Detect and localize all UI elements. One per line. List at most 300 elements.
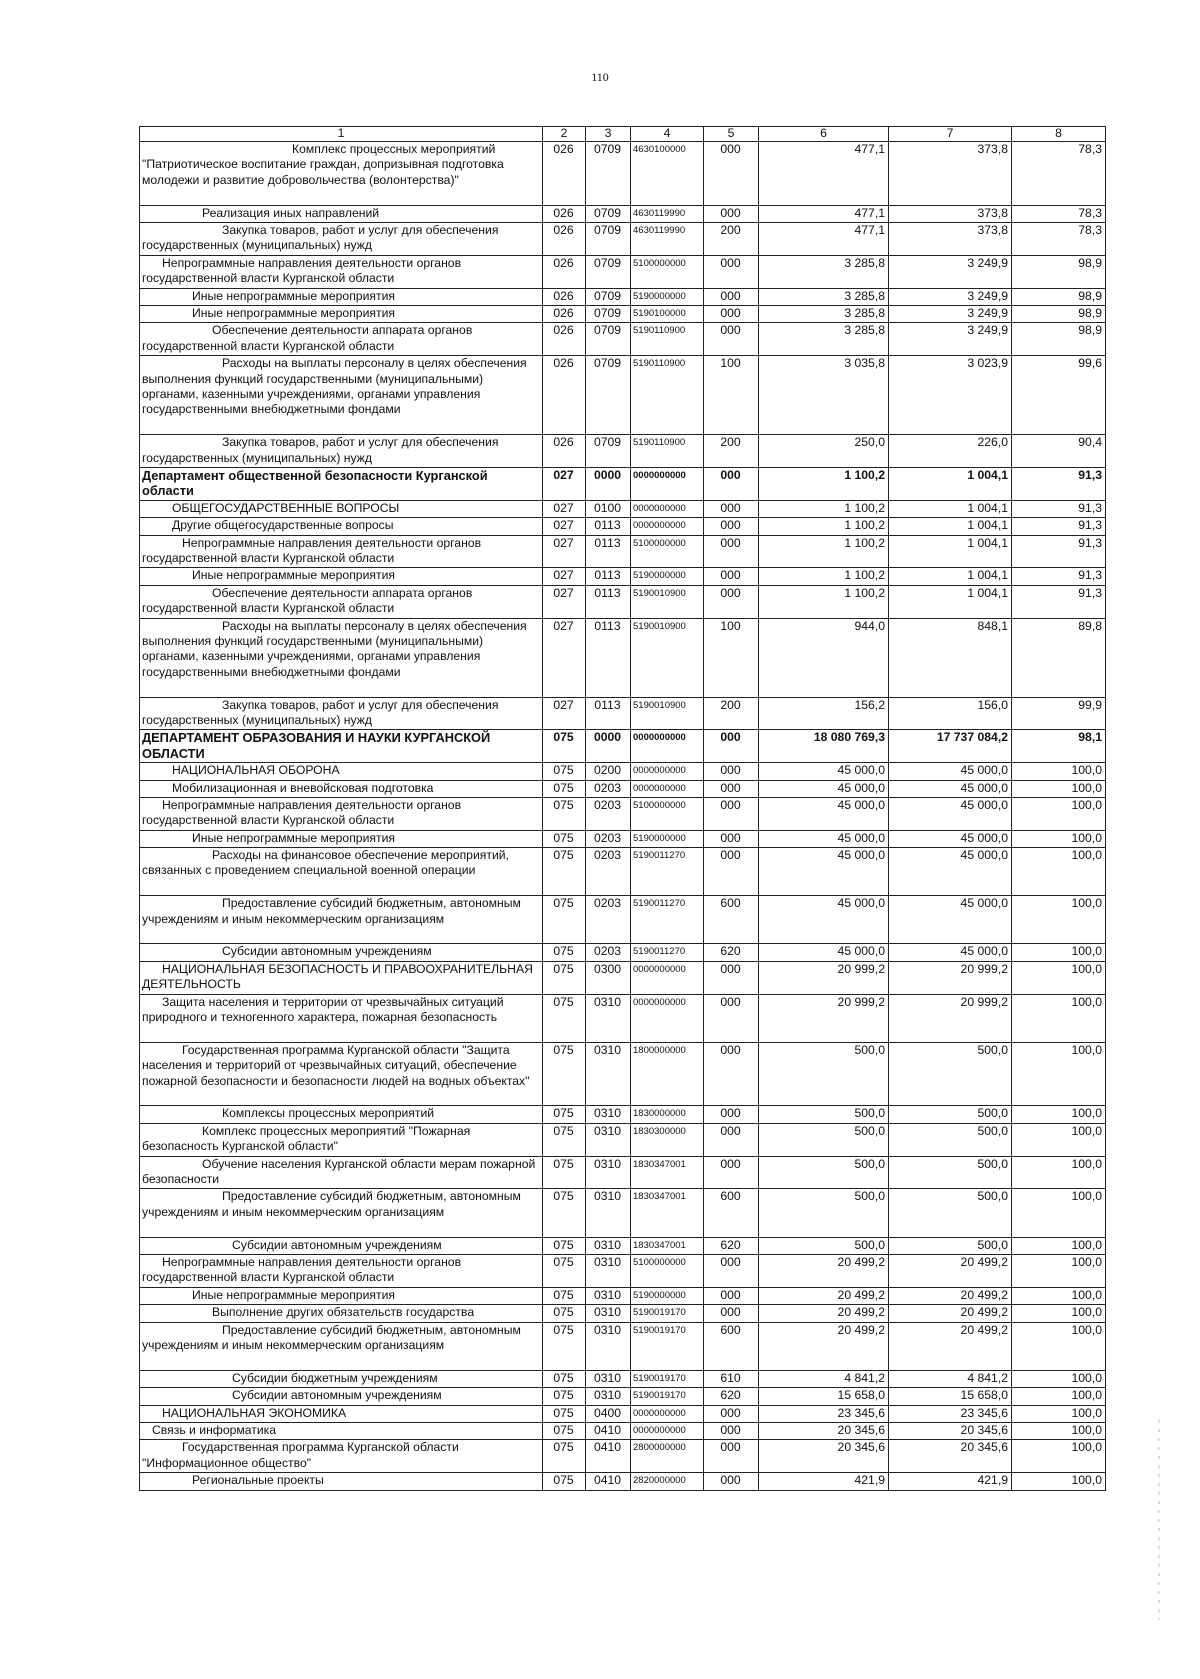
cell-executed: 1 004,1 (889, 585, 1012, 618)
cell-target-article: 5190010900 (631, 618, 704, 697)
row-label: Обучение населения Курганской области мерам пожарной безопасности (142, 1156, 536, 1187)
cell-executed: 20 499,2 (889, 1305, 1012, 1322)
table-row (140, 848, 1106, 896)
cell-planned: 1 100,2 (759, 500, 889, 517)
row-name (140, 618, 543, 697)
table-row (140, 1106, 1106, 1123)
row-name (140, 222, 543, 255)
cell-percent: 100,0 (1012, 1405, 1106, 1422)
cell-code-ministry: 075 (543, 1370, 586, 1387)
cell-planned: 45 000,0 (759, 797, 889, 830)
cell-target-article: 1830347001 (631, 1156, 704, 1189)
cell-section: 0113 (586, 697, 631, 730)
cell-planned: 1 100,2 (759, 518, 889, 535)
cell-executed: 3 249,9 (889, 323, 1012, 356)
row-label: Закупка товаров, работ и услуг для обеспечения государственных (муниципальных) нужд (142, 222, 499, 253)
cell-executed: 45 000,0 (889, 830, 1012, 847)
cell-target-article: 5190011270 (631, 896, 704, 944)
cell-code-ministry: 075 (543, 1305, 586, 1322)
cell-percent: 100,0 (1012, 896, 1106, 944)
cell-section: 0410 (586, 1473, 631, 1490)
cell-expense-type: 620 (704, 1388, 759, 1405)
cell-section: 0310 (586, 1237, 631, 1254)
row-name (140, 518, 543, 535)
cell-code-ministry: 075 (543, 848, 586, 896)
cell-executed: 421,9 (889, 1473, 1012, 1490)
row-label: Иные непрограммные мероприятия (192, 1287, 395, 1302)
cell-planned: 4 841,2 (759, 1370, 889, 1387)
cell-executed: 500,0 (889, 1123, 1012, 1156)
cell-section: 0310 (586, 1322, 631, 1370)
cell-expense-type: 000 (704, 1106, 759, 1123)
cell-target-article: 5190110900 (631, 356, 704, 435)
cell-code-ministry: 075 (543, 1042, 586, 1106)
cell-planned: 18 080 769,3 (759, 730, 889, 763)
cell-section: 0400 (586, 1405, 631, 1422)
cell-percent: 100,0 (1012, 763, 1106, 780)
cell-section: 0000 (586, 730, 631, 763)
cell-planned: 156,2 (759, 697, 889, 730)
cell-expense-type: 000 (704, 1440, 759, 1473)
cell-code-ministry: 027 (543, 467, 586, 500)
cell-section: 0203 (586, 848, 631, 896)
cell-section: 0200 (586, 763, 631, 780)
cell-target-article: 0000000000 (631, 961, 704, 994)
cell-target-article: 5100000000 (631, 255, 704, 288)
table-row (140, 697, 1106, 730)
row-label: ОБЩЕГОСУДАРСТВЕННЫЕ ВОПРОСЫ (172, 500, 400, 515)
row-name (140, 697, 543, 730)
cell-percent: 91,3 (1012, 518, 1106, 535)
row-name (140, 1322, 543, 1370)
cell-section: 0113 (586, 585, 631, 618)
cell-expense-type: 620 (704, 1237, 759, 1254)
cell-executed: 45 000,0 (889, 780, 1012, 797)
cell-planned: 20 499,2 (759, 1287, 889, 1304)
cell-planned: 250,0 (759, 435, 889, 468)
cell-section: 0709 (586, 305, 631, 322)
cell-section: 0100 (586, 500, 631, 517)
cell-code-ministry: 075 (543, 780, 586, 797)
row-name (140, 288, 543, 305)
cell-target-article: 5100000000 (631, 1254, 704, 1287)
row-name (140, 1422, 543, 1439)
cell-expense-type: 000 (704, 323, 759, 356)
cell-expense-type: 000 (704, 848, 759, 896)
row-label: ДЕПАРТАМЕНТ ОБРАЗОВАНИЯ И НАУКИ КУРГАНСКОЙ ОБЛАСТИ (142, 730, 491, 761)
cell-percent: 100,0 (1012, 780, 1106, 797)
cell-target-article: 5190019170 (631, 1305, 704, 1322)
cell-section: 0709 (586, 288, 631, 305)
cell-code-ministry: 075 (543, 1254, 586, 1287)
cell-percent: 100,0 (1012, 1322, 1106, 1370)
row-label: Другие общегосударственные вопросы (172, 518, 394, 533)
cell-code-ministry: 075 (543, 961, 586, 994)
cell-expense-type: 000 (704, 1123, 759, 1156)
cell-code-ministry: 026 (543, 435, 586, 468)
table-row (140, 467, 1106, 500)
cell-section: 0709 (586, 222, 631, 255)
table-row (140, 1305, 1106, 1322)
cell-percent: 100,0 (1012, 1473, 1106, 1490)
cell-planned: 500,0 (759, 1042, 889, 1106)
cell-executed: 1 004,1 (889, 500, 1012, 517)
column-header: 8 (1012, 127, 1106, 142)
cell-planned: 45 000,0 (759, 896, 889, 944)
cell-planned: 421,9 (759, 1473, 889, 1490)
row-label: Обеспечение деятельности аппарата органов государственной власти Курганской области (142, 323, 473, 353)
row-label: Департамент общественной безопасности Курганской области (142, 467, 488, 499)
scan-artifact (1158, 1420, 1160, 1620)
cell-percent: 100,0 (1012, 1388, 1106, 1405)
cell-expense-type: 000 (704, 568, 759, 585)
cell-executed: 45 000,0 (889, 896, 1012, 944)
row-label: Комплекс процессных мероприятий "Патриотическое воспитание граждан, допризывная подготовка молодежи и развитие добровольчества (волонтерства)" (142, 142, 504, 187)
cell-percent: 100,0 (1012, 1156, 1106, 1189)
table-row (140, 1370, 1106, 1387)
row-label: Выполнение других обязательств государства (212, 1305, 475, 1320)
cell-target-article: 5190019170 (631, 1322, 704, 1370)
cell-expense-type: 000 (704, 1042, 759, 1106)
cell-code-ministry: 075 (543, 1422, 586, 1439)
column-header: 3 (586, 127, 631, 142)
cell-planned: 500,0 (759, 1123, 889, 1156)
cell-target-article: 5100000000 (631, 535, 704, 568)
cell-executed: 500,0 (889, 1189, 1012, 1237)
cell-target-article: 5190000000 (631, 568, 704, 585)
row-name (140, 1388, 543, 1405)
row-name (140, 1287, 543, 1304)
cell-percent: 78,3 (1012, 205, 1106, 222)
table-row (140, 535, 1106, 568)
cell-code-ministry: 075 (543, 1237, 586, 1254)
row-label: Реализация иных направлений (202, 205, 380, 220)
row-name (140, 1123, 543, 1156)
cell-target-article: 4630100000 (631, 142, 704, 206)
cell-code-ministry: 026 (543, 288, 586, 305)
cell-code-ministry: 075 (543, 1287, 586, 1304)
cell-section: 0203 (586, 944, 631, 961)
cell-section: 0709 (586, 255, 631, 288)
cell-planned: 15 658,0 (759, 1388, 889, 1405)
cell-executed: 20 999,2 (889, 961, 1012, 994)
cell-section: 0203 (586, 896, 631, 944)
table-row (140, 1123, 1106, 1156)
cell-target-article: 2820000000 (631, 1473, 704, 1490)
row-label: Комплексы процессных мероприятий (222, 1106, 435, 1121)
cell-section: 0709 (586, 205, 631, 222)
cell-executed: 226,0 (889, 435, 1012, 468)
cell-section: 0203 (586, 780, 631, 797)
row-label: НАЦИОНАЛЬНАЯ ЭКОНОМИКА (162, 1405, 347, 1420)
table-row (140, 830, 1106, 847)
cell-planned: 477,1 (759, 222, 889, 255)
cell-section: 0300 (586, 961, 631, 994)
row-name (140, 944, 543, 961)
cell-target-article: 5190000000 (631, 830, 704, 847)
row-label: Расходы на выплаты персоналу в целях обеспечения выполнения функций государственными (муниципальными) органами, казенными учреждениями, органами управления государственными внебюджетными фондами (142, 618, 527, 679)
cell-executed: 3 249,9 (889, 288, 1012, 305)
cell-expense-type: 000 (704, 1254, 759, 1287)
cell-planned: 3 285,8 (759, 288, 889, 305)
cell-target-article: 0000000000 (631, 1405, 704, 1422)
cell-percent: 98,9 (1012, 288, 1106, 305)
cell-code-ministry: 027 (543, 518, 586, 535)
cell-section: 0113 (586, 568, 631, 585)
column-header: 6 (759, 127, 889, 142)
cell-code-ministry: 075 (543, 730, 586, 763)
cell-code-ministry: 075 (543, 896, 586, 944)
cell-planned: 20 345,6 (759, 1440, 889, 1473)
cell-planned: 20 499,2 (759, 1322, 889, 1370)
cell-planned: 1 100,2 (759, 467, 889, 500)
cell-target-article: 5190019170 (631, 1388, 704, 1405)
cell-expense-type: 100 (704, 356, 759, 435)
cell-percent: 90,4 (1012, 435, 1106, 468)
cell-section: 0113 (586, 518, 631, 535)
table-row (140, 435, 1106, 468)
cell-percent: 100,0 (1012, 1123, 1106, 1156)
cell-planned: 20 999,2 (759, 961, 889, 994)
cell-code-ministry: 075 (543, 1106, 586, 1123)
row-label: Региональные проекты (192, 1473, 324, 1488)
budget-table (139, 126, 1106, 1491)
cell-expense-type: 000 (704, 535, 759, 568)
cell-planned: 45 000,0 (759, 944, 889, 961)
table-row (140, 305, 1106, 322)
cell-target-article: 5100000000 (631, 797, 704, 830)
row-name (140, 848, 543, 896)
cell-section: 0310 (586, 1305, 631, 1322)
cell-target-article: 5190011270 (631, 944, 704, 961)
row-name (140, 142, 543, 206)
cell-section: 0203 (586, 830, 631, 847)
cell-section: 0000 (586, 467, 631, 500)
cell-expense-type: 600 (704, 896, 759, 944)
cell-percent: 100,0 (1012, 944, 1106, 961)
cell-executed: 373,8 (889, 142, 1012, 206)
table-row (140, 1254, 1106, 1287)
row-name (140, 797, 543, 830)
row-name (140, 1042, 543, 1106)
row-label: Иные непрограммные мероприятия (192, 288, 395, 303)
cell-percent: 91,3 (1012, 500, 1106, 517)
cell-code-ministry: 075 (543, 763, 586, 780)
cell-expense-type: 000 (704, 797, 759, 830)
cell-code-ministry: 075 (543, 1123, 586, 1156)
cell-expense-type: 000 (704, 288, 759, 305)
row-label: Субсидии бюджетным учреждениям (232, 1370, 438, 1385)
row-label: Непрограммные направления деятельности органов государственной власти Курганской области (142, 797, 462, 828)
table-row (140, 518, 1106, 535)
row-label: Государственная программа Курганской области "Защита населения и территорий от чрезвычайных ситуаций, обеспечение пожарной безопасности и безопасности людей на водных объектах" (142, 1042, 530, 1088)
row-name (140, 255, 543, 288)
cell-planned: 3 035,8 (759, 356, 889, 435)
cell-executed: 1 004,1 (889, 467, 1012, 500)
cell-section: 0310 (586, 1106, 631, 1123)
cell-section: 0709 (586, 142, 631, 206)
cell-target-article: 1830347001 (631, 1189, 704, 1237)
row-name (140, 1237, 543, 1254)
table-row (140, 896, 1106, 944)
table-row (140, 323, 1106, 356)
cell-target-article: 5190011270 (631, 848, 704, 896)
cell-expense-type: 620 (704, 944, 759, 961)
cell-code-ministry: 026 (543, 305, 586, 322)
cell-percent: 98,9 (1012, 323, 1106, 356)
cell-executed: 848,1 (889, 618, 1012, 697)
cell-section: 0310 (586, 1042, 631, 1106)
cell-code-ministry: 075 (543, 1473, 586, 1490)
table-row (140, 994, 1106, 1042)
row-label: Иные непрограммные мероприятия (192, 830, 395, 845)
cell-code-ministry: 075 (543, 994, 586, 1042)
cell-executed: 20 345,6 (889, 1440, 1012, 1473)
row-label: Предоставление субсидий бюджетным, автономным учреждениям и иным некоммерческим организациям (142, 1322, 521, 1352)
cell-planned: 20 345,6 (759, 1422, 889, 1439)
cell-target-article: 4630119990 (631, 205, 704, 222)
cell-percent: 100,0 (1012, 1305, 1106, 1322)
cell-percent: 91,3 (1012, 568, 1106, 585)
cell-planned: 1 100,2 (759, 568, 889, 585)
cell-section: 0203 (586, 797, 631, 830)
cell-percent: 98,9 (1012, 305, 1106, 322)
row-name (140, 1405, 543, 1422)
column-header: 4 (631, 127, 704, 142)
cell-code-ministry: 027 (543, 568, 586, 585)
row-label: Расходы на финансовое обеспечение мероприятий, связанных с проведением специальной военной операции (142, 848, 509, 878)
row-label: Субсидии автономным учреждениям (232, 1237, 442, 1252)
table-row (140, 780, 1106, 797)
table-row (140, 763, 1106, 780)
cell-code-ministry: 075 (543, 1388, 586, 1405)
row-name (140, 961, 543, 994)
cell-section: 0709 (586, 435, 631, 468)
cell-section: 0310 (586, 1156, 631, 1189)
cell-percent: 100,0 (1012, 1106, 1106, 1123)
cell-target-article: 5190110900 (631, 323, 704, 356)
cell-executed: 3 023,9 (889, 356, 1012, 435)
cell-code-ministry: 026 (543, 323, 586, 356)
cell-target-article: 0000000000 (631, 518, 704, 535)
table-row (140, 288, 1106, 305)
page-number: 110 (591, 70, 609, 84)
row-label: Закупка товаров, работ и услуг для обеспечения государственных (муниципальных) нужд (142, 697, 499, 727)
cell-planned: 500,0 (759, 1237, 889, 1254)
row-name (140, 356, 543, 435)
table-row (140, 730, 1106, 763)
cell-executed: 17 737 084,2 (889, 730, 1012, 763)
cell-expense-type: 000 (704, 730, 759, 763)
cell-executed: 45 000,0 (889, 944, 1012, 961)
cell-percent: 78,3 (1012, 222, 1106, 255)
cell-expense-type: 000 (704, 994, 759, 1042)
row-label: Защита населения и территории от чрезвычайных ситуаций природного и техногенного характера, пожарная безопасность (142, 994, 504, 1025)
cell-expense-type: 600 (704, 1189, 759, 1237)
cell-planned: 23 345,6 (759, 1405, 889, 1422)
cell-percent: 100,0 (1012, 1287, 1106, 1304)
cell-percent: 100,0 (1012, 1440, 1106, 1473)
cell-target-article: 5190010900 (631, 697, 704, 730)
row-name (140, 205, 543, 222)
row-label: Иные непрограммные мероприятия (192, 568, 395, 583)
table-row (140, 944, 1106, 961)
table-row (140, 1422, 1106, 1439)
table-row (140, 1189, 1106, 1237)
row-label: НАЦИОНАЛЬНАЯ ОБОРОНА (172, 763, 340, 778)
table-row (140, 255, 1106, 288)
cell-code-ministry: 026 (543, 255, 586, 288)
cell-target-article: 2800000000 (631, 1440, 704, 1473)
cell-executed: 1 004,1 (889, 518, 1012, 535)
cell-percent: 91,3 (1012, 585, 1106, 618)
cell-code-ministry: 075 (543, 1156, 586, 1189)
cell-expense-type: 000 (704, 142, 759, 206)
cell-target-article: 0000000000 (631, 467, 704, 500)
row-label: Связь и информатика (152, 1422, 277, 1437)
cell-target-article: 5190110900 (631, 435, 704, 468)
cell-section: 0310 (586, 994, 631, 1042)
column-header: 5 (704, 127, 759, 142)
cell-percent: 100,0 (1012, 1254, 1106, 1287)
cell-section: 0113 (586, 535, 631, 568)
cell-section: 0709 (586, 323, 631, 356)
cell-code-ministry: 026 (543, 356, 586, 435)
table-row (140, 568, 1106, 585)
cell-executed: 20 499,2 (889, 1254, 1012, 1287)
cell-target-article: 1830300000 (631, 1123, 704, 1156)
cell-expense-type: 000 (704, 255, 759, 288)
table-row (140, 1405, 1106, 1422)
cell-percent: 100,0 (1012, 830, 1106, 847)
row-name (140, 1189, 543, 1237)
row-name (140, 500, 543, 517)
row-name (140, 1156, 543, 1189)
row-name (140, 896, 543, 944)
cell-expense-type: 610 (704, 1370, 759, 1387)
cell-executed: 156,0 (889, 697, 1012, 730)
table-row (140, 1388, 1106, 1405)
cell-planned: 20 499,2 (759, 1254, 889, 1287)
cell-percent: 100,0 (1012, 1189, 1106, 1237)
cell-expense-type: 000 (704, 830, 759, 847)
cell-planned: 3 285,8 (759, 323, 889, 356)
cell-target-article: 5190010900 (631, 585, 704, 618)
cell-executed: 45 000,0 (889, 848, 1012, 896)
table-row (140, 222, 1106, 255)
table-row (140, 500, 1106, 517)
cell-executed: 3 249,9 (889, 255, 1012, 288)
cell-planned: 3 285,8 (759, 255, 889, 288)
row-label: Обеспечение деятельности аппарата органов государственной власти Курганской области (142, 585, 473, 616)
row-name (140, 323, 543, 356)
cell-planned: 20 999,2 (759, 994, 889, 1042)
cell-executed: 500,0 (889, 1042, 1012, 1106)
row-name (140, 568, 543, 585)
cell-planned: 3 285,8 (759, 305, 889, 322)
cell-expense-type: 000 (704, 961, 759, 994)
cell-section: 0310 (586, 1388, 631, 1405)
cell-percent: 98,9 (1012, 255, 1106, 288)
cell-executed: 20 345,6 (889, 1422, 1012, 1439)
cell-code-ministry: 026 (543, 222, 586, 255)
table-row (140, 961, 1106, 994)
cell-executed: 20 499,2 (889, 1322, 1012, 1370)
table-row (140, 618, 1106, 697)
cell-executed: 1 004,1 (889, 568, 1012, 585)
cell-code-ministry: 075 (543, 797, 586, 830)
table-row (140, 1156, 1106, 1189)
